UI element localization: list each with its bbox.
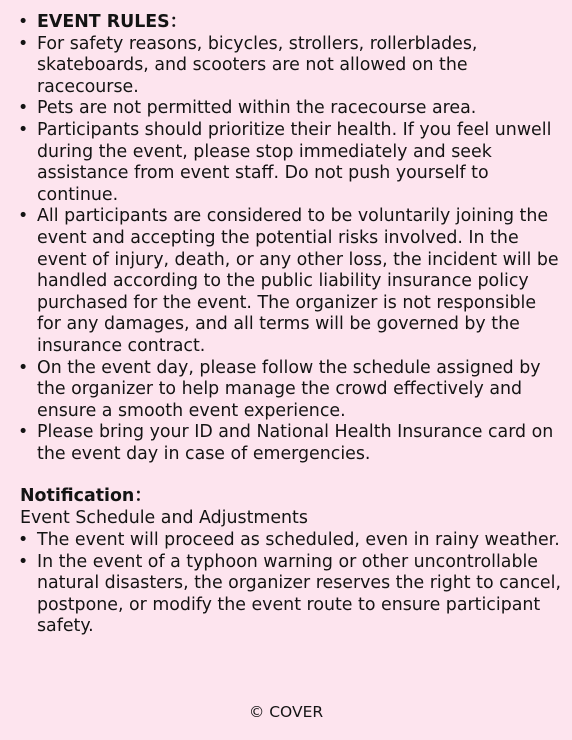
- list-item: [0, 34, 572, 99]
- rule-text: All participants are considered to be voluntarily joining the event and accepting the potential risks involved. In the event of injury, death, or any other loss, the incident will be handled according to the public liability insurance policy purchased for the event. The organizer is not responsible for any damages, and all terms will be governed by the insurance contract.: [37, 206, 559, 356]
- copyright-footer: © COVER: [248, 703, 324, 721]
- event-rules-heading: EVENT RULES：: [37, 12, 188, 32]
- schedule-subheading: Event Schedule and Adjustments: [20, 508, 308, 528]
- bullet-icon: •: [18, 551, 29, 572]
- event-rules-heading-item: [0, 12, 572, 34]
- bullet-icon: •: [18, 33, 29, 54]
- event-rules-list: [0, 12, 572, 465]
- rule-text: Please bring your ID and National Health Insurance card on the event day in case of emergencies.: [37, 422, 554, 464]
- bullet-icon: •: [18, 530, 29, 550]
- bullet-icon: •: [18, 357, 29, 378]
- bullet-icon: •: [18, 422, 29, 443]
- bullet-icon: •: [18, 12, 29, 32]
- notification-heading: Notification：: [20, 486, 152, 506]
- notification-list: [0, 530, 572, 638]
- list-item: [0, 530, 572, 552]
- list-item: [0, 552, 572, 638]
- list-item: [0, 358, 572, 423]
- rule-text: On the event day, please follow the schedule assigned by the organizer to help manage the crowd effectively and ensure a smooth event experience.: [37, 357, 541, 421]
- bullet-icon: •: [18, 98, 29, 119]
- rule-text: Pets are not permitted within the racecourse area.: [37, 98, 477, 119]
- rule-text: For safety reasons, bicycles, strollers, rollerblades, skateboards, and scooters are not allowed on the racecourse.: [37, 33, 478, 97]
- bullet-icon: •: [18, 119, 29, 140]
- notification-text: In the event of a typhoon warning or other uncontrollable natural disasters, the organizer reserves the right to cancel, postpone, or modify the event route to ensure participant safety.: [37, 551, 561, 637]
- rule-text: Participants should prioritize their health. If you feel unwell during the event, please stop immediately and seek assistance from event staff. Do not push yourself to continue.: [37, 119, 552, 205]
- notification-text: The event will proceed as scheduled, even in rainy weather.: [37, 530, 560, 550]
- list-item: [0, 206, 572, 357]
- list-item: [0, 120, 572, 206]
- bullet-icon: •: [18, 206, 29, 227]
- list-item: [0, 422, 572, 465]
- list-item: [0, 98, 572, 120]
